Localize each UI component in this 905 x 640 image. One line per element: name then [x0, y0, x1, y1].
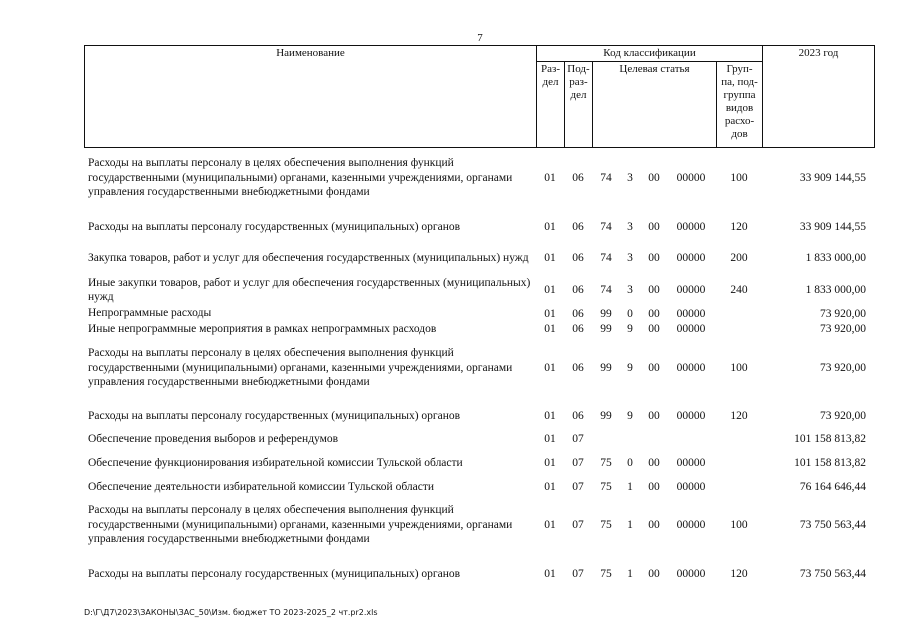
- table-row: [84, 408, 874, 424]
- row-target-3: 00: [648, 221, 660, 233]
- row-razdel: 01: [544, 307, 556, 320]
- row-name: Иные закупки товаров, работ и услуг для обеспечения государственных (муниципальных) нужд: [88, 276, 531, 303]
- row-target-1: 74: [600, 252, 612, 264]
- row-podrazdel: 06: [572, 362, 584, 374]
- row-target-3: 00: [648, 568, 660, 580]
- table-row: [84, 455, 874, 471]
- row-amount: 73 920,00: [820, 410, 866, 422]
- row-razdel: 01: [544, 433, 556, 445]
- table-row: [84, 242, 874, 274]
- row-name: Расходы на выплаты персоналу государственных (муниципальных) органов: [88, 220, 461, 233]
- row-target-1: 75: [600, 457, 612, 469]
- table-row: [84, 345, 874, 391]
- table-row: [84, 219, 874, 235]
- table-row: [84, 479, 874, 495]
- row-target-2: 3: [627, 221, 633, 233]
- row-target-4: 00000: [676, 410, 706, 422]
- row-razdel: 01: [544, 568, 556, 580]
- row-name: Расходы на выплаты персоналу государственных (муниципальных) органов: [88, 409, 461, 422]
- row-amount: 73 750 563,44: [799, 519, 866, 531]
- row-target-1: 74: [600, 284, 612, 296]
- table-row: [84, 566, 874, 582]
- row-name: Расходы на выплаты персоналу в целях обеспечения выполнения функций государственными (муниципальными) органами, казенными учреждениями, органами управления государственными внебюджетными фондами: [88, 157, 513, 199]
- row-target-4: 00000: [676, 362, 706, 374]
- row-group: 100: [730, 172, 748, 184]
- row-amount: 101 158 813,82: [794, 433, 866, 445]
- row-podrazdel: 06: [572, 221, 584, 233]
- row-target-2: 3: [627, 284, 633, 296]
- row-target-3: 00: [648, 481, 660, 493]
- row-target-1: 99: [600, 323, 612, 335]
- row-name: Расходы на выплаты персоналу в целях обеспечения выполнения функций государственными (муниципальными) органами, казенными учреждениями, органами управления государственными внебюджетными фондами: [88, 347, 513, 389]
- table-row: [84, 431, 874, 447]
- row-target-1: 75: [600, 481, 612, 493]
- row-target-3: 00: [648, 457, 660, 469]
- row-target-1: 99: [600, 307, 612, 320]
- header-podrazdel: Под- раз- дел: [565, 62, 593, 148]
- header-group: Груп- па, под- группа видов расхо- дов: [717, 62, 763, 148]
- row-target-1: 74: [600, 172, 612, 184]
- row-target-3: 00: [648, 323, 660, 335]
- row-group: 100: [730, 362, 748, 374]
- row-podrazdel: 07: [572, 481, 584, 493]
- row-podrazdel: 06: [572, 284, 584, 296]
- row-target-3: 00: [648, 284, 660, 296]
- row-name: Обеспечение функционирования избирательной комиссии Тульской области: [88, 456, 463, 469]
- row-target-3: 00: [648, 307, 660, 320]
- row-target-1: 75: [600, 519, 612, 531]
- row-amount: 1 833 000,00: [805, 252, 866, 264]
- table-row: [84, 502, 874, 548]
- row-target-3: 00: [648, 410, 660, 422]
- row-target-4: 00000: [676, 457, 706, 469]
- row-target-2: 0: [627, 307, 633, 320]
- table-row: [84, 274, 874, 306]
- page-number: 7: [477, 32, 483, 44]
- row-target-4: 00000: [676, 284, 706, 296]
- row-amount: 73 750 563,44: [799, 568, 866, 580]
- row-target-2: 0: [627, 457, 633, 469]
- row-group: 240: [730, 284, 748, 296]
- row-target-3: 00: [648, 519, 660, 531]
- file-path-footer: D:\Г\Д7\2023\ЗАКОНЫ\ЗАС_50\Изм. бюджет ТО 2023-2025_2 чт.pr2.xls: [84, 608, 378, 617]
- row-target-2: 3: [627, 172, 633, 184]
- row-target-3: 00: [648, 362, 660, 374]
- row-name: Иные непрограммные мероприятия в рамках непрограммных расходов: [88, 322, 437, 335]
- row-podrazdel: 07: [572, 568, 584, 580]
- row-razdel: 01: [544, 284, 556, 296]
- row-target-1: 75: [600, 568, 612, 580]
- row-razdel: 01: [544, 172, 556, 184]
- row-amount: 73 920,00: [820, 362, 866, 374]
- row-group: 100: [730, 519, 748, 531]
- row-target-4: 00000: [676, 519, 706, 531]
- row-group: 200: [730, 252, 748, 264]
- row-group: 120: [730, 568, 748, 580]
- row-razdel: 01: [544, 410, 556, 422]
- row-name: Обеспечение проведения выборов и референдумов: [88, 432, 339, 445]
- row-target-4: 00000: [676, 323, 706, 335]
- row-group: 120: [730, 221, 748, 233]
- header-name: Наименование: [85, 46, 537, 148]
- row-target-4: 00000: [676, 307, 706, 320]
- row-target-4: 00000: [676, 568, 706, 580]
- row-name: Закупка товаров, работ и услуг для обеспечения государственных (муниципальных) нужд: [88, 251, 529, 264]
- row-target-4: 00000: [676, 252, 706, 264]
- row-amount: 33 909 144,55: [799, 221, 866, 233]
- row-name: Расходы на выплаты персоналу в целях обеспечения выполнения функций государственными (муниципальными) органами, казенными учреждениями, органами управления государственными внебюджетными фондами: [88, 504, 513, 546]
- row-target-4: 00000: [676, 481, 706, 493]
- row-target-3: 00: [648, 172, 660, 184]
- row-target-1: 99: [600, 410, 612, 422]
- header-year: 2023 год: [763, 46, 875, 148]
- row-group: 120: [730, 410, 748, 422]
- row-target-2: 9: [627, 410, 633, 422]
- row-razdel: 01: [544, 323, 556, 335]
- row-target-1: 99: [600, 362, 612, 374]
- row-podrazdel: 07: [572, 457, 584, 469]
- row-podrazdel: 06: [572, 307, 584, 320]
- row-target-1: 74: [600, 221, 612, 233]
- row-podrazdel: 06: [572, 252, 584, 264]
- row-razdel: 01: [544, 362, 556, 374]
- row-razdel: 01: [544, 481, 556, 493]
- row-target-2: 1: [627, 568, 633, 580]
- row-podrazdel: 07: [572, 433, 584, 445]
- row-target-2: 3: [627, 252, 633, 264]
- table-row: [84, 155, 874, 201]
- row-target-3: 00: [648, 252, 660, 264]
- row-amount: 73 920,00: [820, 323, 866, 335]
- table-row: [84, 306, 874, 321]
- row-amount: 33 909 144,55: [799, 172, 866, 184]
- header-target: Целевая статья: [593, 62, 717, 148]
- row-target-2: 9: [627, 362, 633, 374]
- row-target-4: 00000: [676, 172, 706, 184]
- row-amount: 101 158 813,82: [794, 457, 866, 469]
- row-target-4: 00000: [676, 221, 706, 233]
- row-name: Обеспечение деятельности избирательной комиссии Тульской области: [88, 480, 435, 493]
- row-podrazdel: 06: [572, 323, 584, 335]
- row-target-2: 1: [627, 481, 633, 493]
- row-amount: 1 833 000,00: [805, 284, 866, 296]
- row-razdel: 01: [544, 221, 556, 233]
- row-name: Непрограммные расходы: [88, 307, 212, 320]
- header-razdel: Раз- дел: [537, 62, 565, 148]
- row-amount: 73 920,00: [820, 307, 866, 320]
- row-amount: 76 164 646,44: [799, 481, 866, 493]
- row-razdel: 01: [544, 519, 556, 531]
- row-podrazdel: 06: [572, 410, 584, 422]
- row-podrazdel: 07: [572, 519, 584, 531]
- row-name: Расходы на выплаты персоналу государственных (муниципальных) органов: [88, 567, 461, 580]
- row-razdel: 01: [544, 457, 556, 469]
- row-razdel: 01: [544, 252, 556, 264]
- row-target-2: 1: [627, 519, 633, 531]
- row-target-2: 9: [627, 323, 633, 335]
- table-row: [84, 321, 874, 337]
- row-podrazdel: 06: [572, 172, 584, 184]
- header-table: [84, 45, 875, 148]
- header-code: Код классификации: [537, 46, 763, 62]
